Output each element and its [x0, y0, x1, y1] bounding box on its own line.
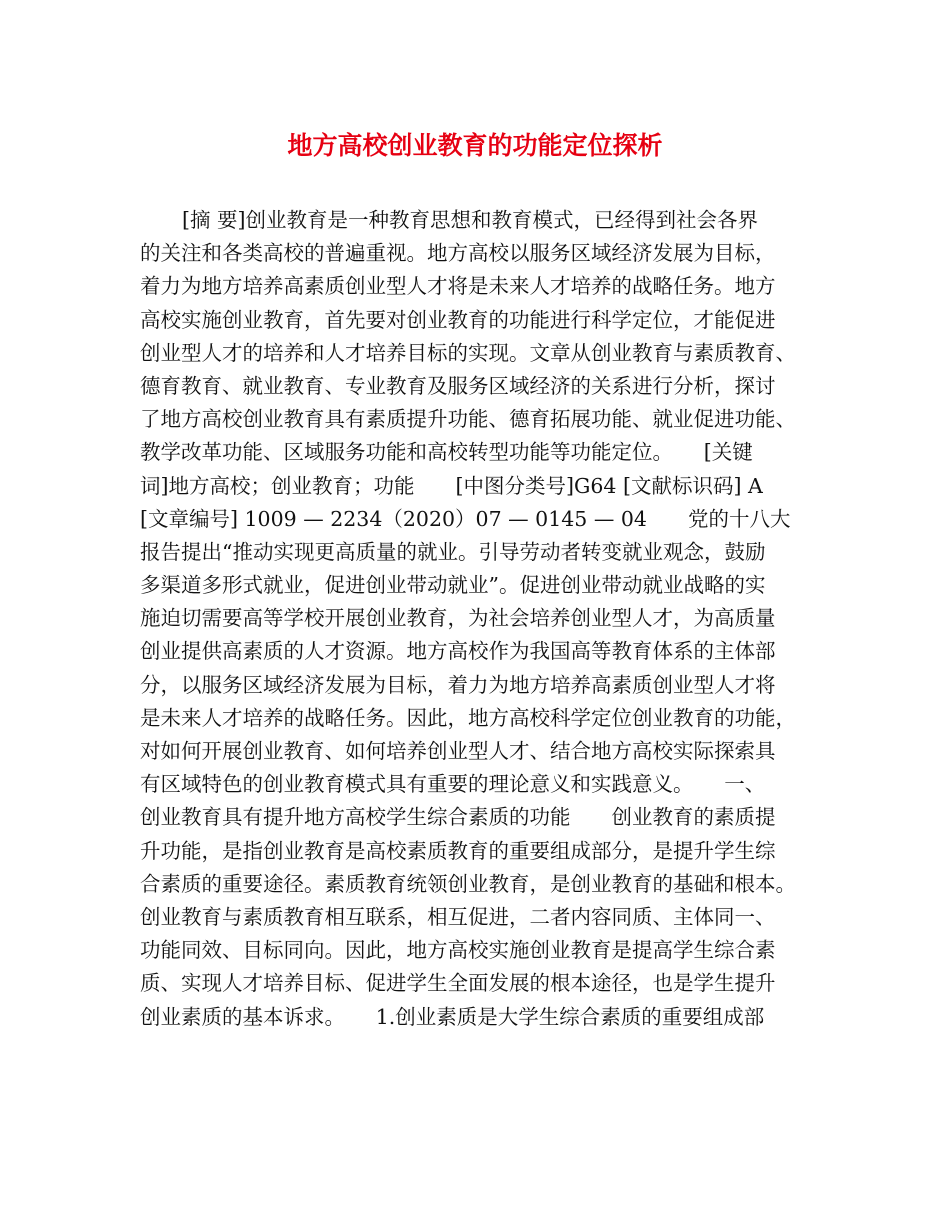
body-line: 教学改革功能、区域服务功能和高校转型功能等功能定位。 [关键 — [140, 440, 753, 465]
body-line: 高校实施创业教育，首先要对创业教育的功能进行科学定位，才能促进 — [140, 307, 776, 332]
body-line: 德育教育、就业教育、专业教育及服务区域经济的关系进行分析，探讨 — [140, 373, 776, 398]
document-title: 地方高校创业教育的功能定位探析 — [287, 131, 663, 160]
body-line: 多渠道多形式就业，促进创业带动就业”。促进创业带动就业战略的实 — [140, 573, 766, 598]
body-line: 了地方高校创业教育具有素质提升功能、德育拓展功能、就业促进功能、 — [140, 407, 796, 432]
document-body — [140, 204, 830, 1034]
body-line: 词]地方高校；创业教育；功能 [中图分类号]G64 [文献标识码] A — [140, 473, 763, 498]
body-line: 报告提出“推动实现更高质量的就业。引导劳动者转变就业观念，鼓励 — [140, 539, 766, 564]
body-line: 施迫切需要高等学校开展创业教育，为社会培养创业型人才，为高质量 — [140, 606, 776, 631]
body-line: 对如何开展创业教育、如何培养创业型人才、结合地方高校实际探索具 — [140, 739, 776, 763]
body-line: 着力为地方培养高素质创业型人才将是未来人才培养的战略任务。地方 — [140, 274, 776, 299]
body-line: 是未来人才培养的战略任务。因此，地方高校科学定位创业教育的功能， — [140, 705, 796, 730]
body-line: 升功能，是指创业教育是高校素质教育的重要组成部分，是提升学生综 — [140, 838, 776, 863]
body-line: 有区域特色的创业教育模式具有重要的理论意义和实践意义。 一、 — [140, 772, 766, 797]
body-line: [文章编号] 1009 — 2234（2020）07 — 0145 — 04 党的十八大 — [140, 506, 791, 531]
body-line: 质、实现人才培养目标、促进学生全面发展的根本途径，也是学生提升 — [140, 971, 776, 996]
body-line: 创业型人才的培养和人才培养目标的实现。文章从创业教育与素质教育、 — [140, 340, 796, 365]
body-line: 功能同效、目标同向。因此，地方高校实施创业教育是提高学生综合素 — [140, 938, 776, 963]
body-line: 创业素质的基本诉求。 1.创业素质是大学生综合素质的重要组成部 — [140, 1004, 765, 1029]
body-line: 的关注和各类高校的普遍重视。地方高校以服务区域经济发展为目标， — [140, 241, 776, 266]
body-line: 创业教育具有提升地方高校学生综合素质的功能 创业教育的素质提 — [140, 805, 776, 830]
body-line: 分，以服务区域经济发展为目标，着力为地方培养高素质创业型人才将 — [140, 672, 776, 697]
body-line: 创业教育与素质教育相互联系，相互促进，二者内容同质、主体同一、 — [140, 904, 776, 929]
body-line: 创业提供高素质的人才资源。地方高校作为我国高等教育体系的主体部 — [140, 639, 776, 664]
body-line: [摘 要]创业教育是一种教育思想和教育模式，已经得到社会各界 — [182, 208, 759, 232]
body-line: 合素质的重要途径。素质教育统领创业教育，是创业教育的基础和根本。 — [140, 871, 796, 896]
